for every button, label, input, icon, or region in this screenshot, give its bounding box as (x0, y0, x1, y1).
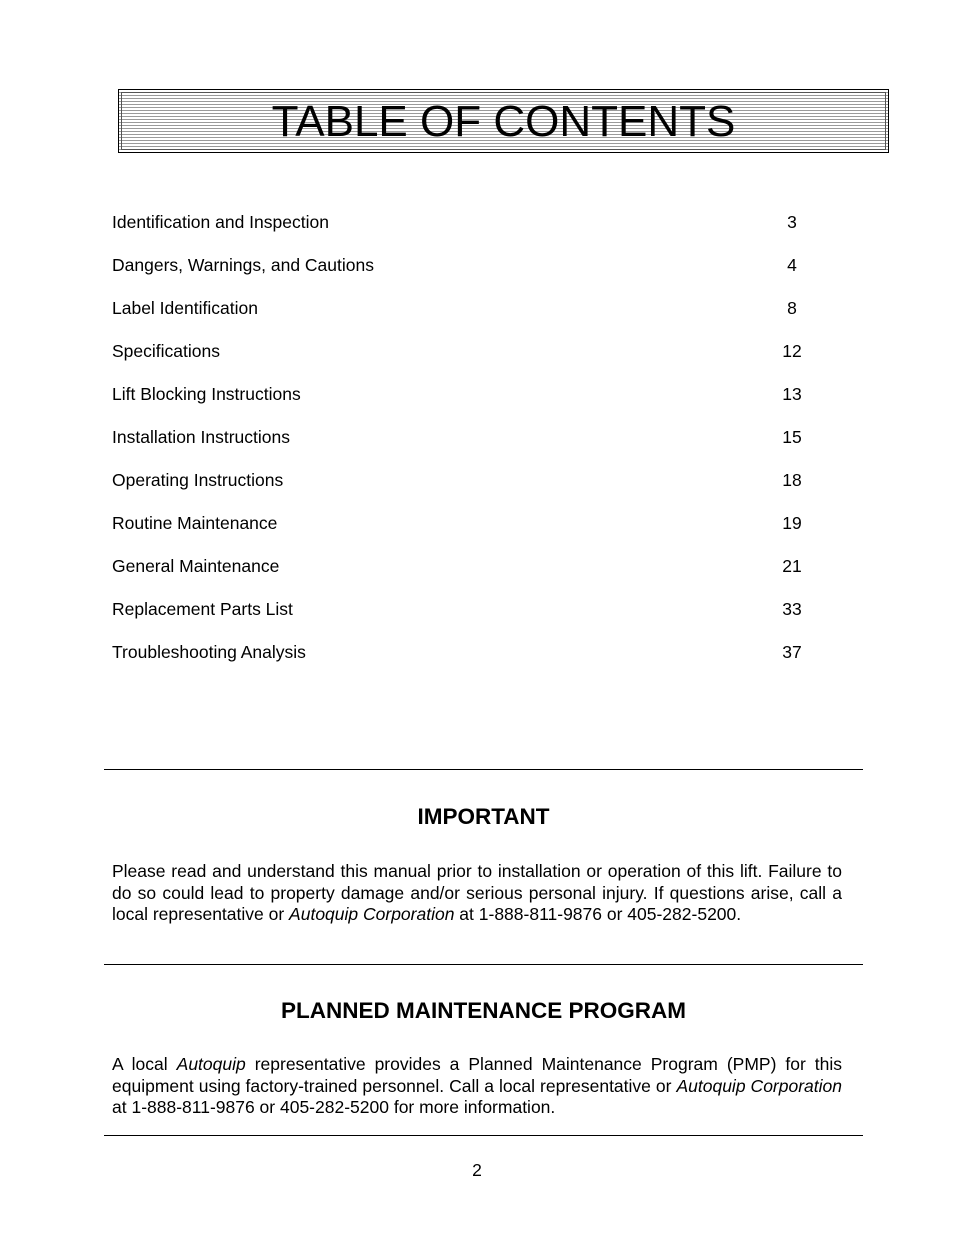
toc-entry-label: Identification and Inspection (112, 212, 329, 232)
toc-entry-page: 18 (782, 470, 802, 490)
pmp-paragraph (112, 1054, 842, 1119)
important-text-part: Please read and understand this manual prior to installation or operation of this lift. Failure to do so could lead to property damage and/or serious personal injury. If questions arise, call a local representative or (112, 861, 842, 924)
company-name: Autoquip Corporation (676, 1075, 842, 1096)
company-name: Autoquip Corporation (289, 904, 455, 924)
toc-entry (112, 554, 812, 597)
toc-entry-page: 37 (782, 642, 802, 662)
toc-entry-page: 12 (782, 341, 802, 361)
pmp-text-part: at 1-888-811-9876 or 405-282-5200 for more information. (112, 1097, 556, 1117)
toc-entry-page: 8 (787, 298, 797, 318)
table-of-contents (112, 210, 812, 683)
toc-entry (112, 468, 812, 511)
important-paragraph (112, 861, 842, 926)
important-heading: IMPORTANT (417, 804, 550, 829)
toc-entry-page: 19 (782, 513, 802, 533)
toc-entry-page: 3 (787, 212, 797, 232)
toc-entry-label: Operating Instructions (112, 470, 284, 490)
pmp-text-part: A local (112, 1054, 177, 1074)
toc-entry-page: 13 (782, 384, 802, 404)
toc-entry (112, 511, 812, 554)
pmp-heading: PLANNED MAINTENANCE PROGRAM (281, 998, 686, 1023)
page-title: TABLE OF CONTENTS (271, 97, 736, 146)
title-banner (118, 89, 889, 153)
divider-line (104, 964, 863, 965)
divider-line (104, 1135, 863, 1136)
pmp-text-part: representative provides a Planned Maintenance Program (PMP) for this equipment using factory-trained personnel. Call a local representative or (112, 1054, 842, 1096)
toc-entry (112, 425, 812, 468)
toc-entry (112, 253, 812, 296)
toc-entry-label: Installation Instructions (112, 427, 291, 447)
toc-entry-label: Dangers, Warnings, and Cautions (112, 255, 374, 275)
toc-entry (112, 382, 812, 425)
toc-entry (112, 210, 812, 253)
important-text-part: at 1-888-811-9876 or 405-282-5200. (454, 904, 742, 924)
toc-entry-label: General Maintenance (112, 556, 280, 576)
toc-entry (112, 339, 812, 382)
page-number: 2 (472, 1160, 482, 1180)
divider-line (104, 769, 863, 770)
toc-entry (112, 597, 812, 640)
brand-name: Autoquip (176, 1054, 246, 1074)
toc-entry-page: 21 (782, 556, 802, 576)
toc-entry-label: Troubleshooting Analysis (112, 642, 306, 662)
toc-entry-page: 4 (787, 255, 797, 275)
toc-entry-label: Routine Maintenance (112, 513, 278, 533)
toc-entry-label: Replacement Parts List (112, 599, 293, 619)
toc-entry (112, 640, 812, 683)
toc-entry-label: Lift Blocking Instructions (112, 384, 301, 404)
toc-entry-page: 33 (782, 599, 802, 619)
toc-entry (112, 296, 812, 339)
toc-entry-label: Specifications (112, 341, 220, 361)
toc-entry-label: Label Identification (112, 298, 258, 318)
toc-entry-page: 15 (782, 427, 802, 447)
